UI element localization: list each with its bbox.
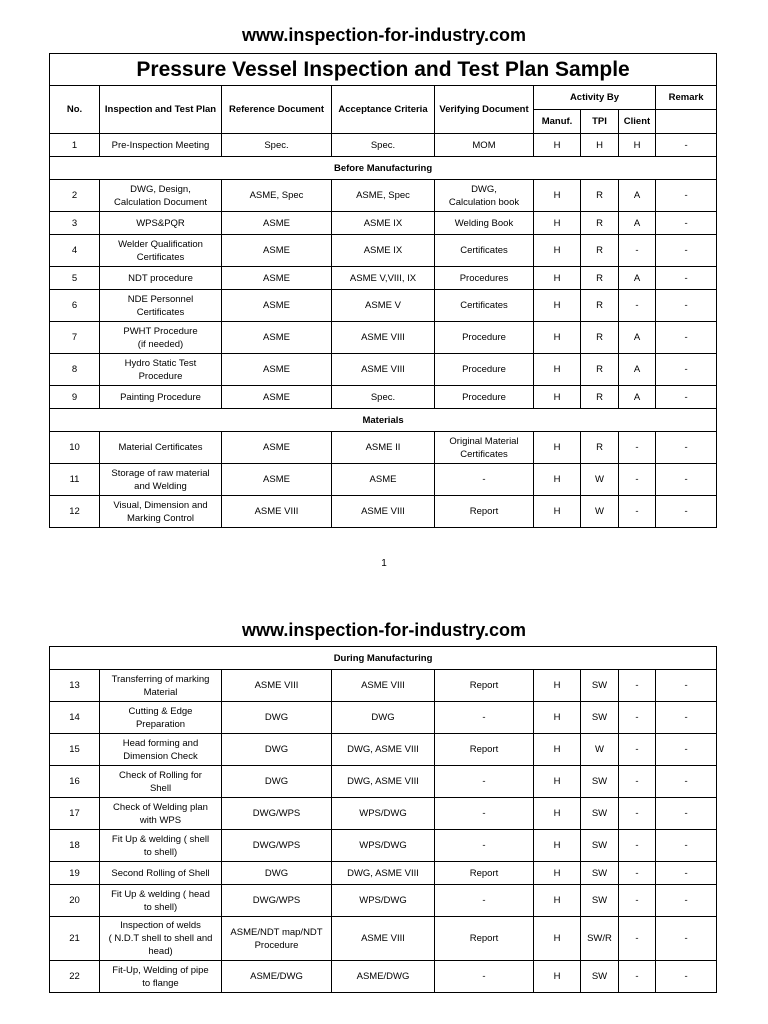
- cell-remark: -: [656, 961, 717, 993]
- cell-acceptance-criteria: ASME, Spec: [332, 180, 435, 212]
- cell-acceptance-criteria: ASME VIII: [332, 670, 435, 702]
- section-row: [50, 647, 717, 670]
- itp-table-page-1: [49, 53, 717, 528]
- section-label: Before Manufacturing: [50, 157, 717, 180]
- cell-inspection-plan: Check of Rolling for Shell: [100, 766, 222, 798]
- cell-inspection-plan: Welder Qualification Certificates: [100, 235, 222, 267]
- cell-acceptance-criteria: ASME VIII: [332, 917, 435, 961]
- cell-acceptance-criteria: Spec.: [332, 134, 435, 157]
- cell-verifying-document: Report: [435, 496, 534, 528]
- header-remark: Remark: [656, 86, 717, 110]
- cell-acceptance-criteria: ASME IX: [332, 212, 435, 235]
- cell-client: -: [619, 830, 656, 862]
- cell-no: 20: [50, 885, 100, 917]
- cell-remark: -: [656, 917, 717, 961]
- cell-reference-document: DWG: [222, 766, 332, 798]
- cell-manuf: H: [534, 354, 581, 386]
- cell-manuf: H: [534, 670, 581, 702]
- section-row: [50, 157, 717, 180]
- cell-manuf: H: [534, 267, 581, 290]
- site-header-page-1: www.inspection-for-industry.com: [241, 25, 526, 45]
- cell-verifying-document: Report: [435, 734, 534, 766]
- section-row: [50, 409, 717, 432]
- cell-client: A: [619, 386, 656, 409]
- table-row: [50, 496, 717, 528]
- table-row: [50, 180, 717, 212]
- cell-remark: -: [656, 134, 717, 157]
- cell-manuf: H: [534, 702, 581, 734]
- table-row: [50, 961, 717, 993]
- cell-tpi: SW: [581, 798, 619, 830]
- cell-tpi: W: [581, 464, 619, 496]
- table-row: [50, 734, 717, 766]
- cell-no: 17: [50, 798, 100, 830]
- header-acceptance-criteria: Acceptance Criteria: [332, 86, 435, 134]
- cell-verifying-document: Procedures: [435, 267, 534, 290]
- cell-reference-document: ASME, Spec: [222, 180, 332, 212]
- cell-no: 3: [50, 212, 100, 235]
- cell-remark: -: [656, 212, 717, 235]
- cell-client: -: [619, 917, 656, 961]
- cell-manuf: H: [534, 917, 581, 961]
- cell-verifying-document: Certificates: [435, 235, 534, 267]
- header-remark-sub: [656, 110, 717, 134]
- cell-manuf: H: [534, 290, 581, 322]
- cell-reference-document: ASME: [222, 235, 332, 267]
- cell-inspection-plan: Check of Welding plan with WPS: [100, 798, 222, 830]
- cell-remark: -: [656, 235, 717, 267]
- cell-no: 9: [50, 386, 100, 409]
- cell-reference-document: DWG: [222, 862, 332, 885]
- cell-reference-document: Spec.: [222, 134, 332, 157]
- cell-acceptance-criteria: ASME: [332, 464, 435, 496]
- header-client: Client: [619, 110, 656, 134]
- cell-manuf: H: [534, 212, 581, 235]
- cell-inspection-plan: Material Certificates: [100, 432, 222, 464]
- cell-no: 1: [50, 134, 100, 157]
- document-title: Pressure Vessel Inspection and Test Plan Sample: [50, 54, 717, 86]
- cell-manuf: H: [534, 180, 581, 212]
- cell-acceptance-criteria: ASME V,VIII, IX: [332, 267, 435, 290]
- header-reference-document: Reference Document: [222, 86, 332, 134]
- cell-remark: -: [656, 830, 717, 862]
- cell-inspection-plan: Storage of raw material and Welding: [100, 464, 222, 496]
- cell-inspection-plan: PWHT Procedure (if needed): [100, 322, 222, 354]
- section-label: During Manufacturing: [50, 647, 717, 670]
- cell-client: -: [619, 766, 656, 798]
- cell-tpi: SW: [581, 862, 619, 885]
- cell-reference-document: ASME: [222, 432, 332, 464]
- cell-reference-document: ASME: [222, 322, 332, 354]
- cell-client: -: [619, 670, 656, 702]
- cell-verifying-document: -: [435, 702, 534, 734]
- table-row: [50, 432, 717, 464]
- cell-inspection-plan: Painting Procedure: [100, 386, 222, 409]
- cell-verifying-document: Procedure: [435, 322, 534, 354]
- table-row: [50, 670, 717, 702]
- cell-inspection-plan: NDT procedure: [100, 267, 222, 290]
- cell-verifying-document: Report: [435, 862, 534, 885]
- cell-remark: -: [656, 432, 717, 464]
- cell-remark: -: [656, 496, 717, 528]
- cell-verifying-document: -: [435, 798, 534, 830]
- table-row: [50, 134, 717, 157]
- cell-acceptance-criteria: ASME VIII: [332, 496, 435, 528]
- cell-inspection-plan: Inspection of welds ( N.D.T shell to shell and head): [100, 917, 222, 961]
- cell-inspection-plan: Pre-Inspection Meeting: [100, 134, 222, 157]
- cell-remark: -: [656, 180, 717, 212]
- cell-verifying-document: Report: [435, 917, 534, 961]
- cell-remark: -: [656, 702, 717, 734]
- cell-acceptance-criteria: ASME II: [332, 432, 435, 464]
- table-row: [50, 830, 717, 862]
- cell-acceptance-criteria: DWG: [332, 702, 435, 734]
- cell-manuf: H: [534, 134, 581, 157]
- cell-reference-document: ASME VIII: [222, 496, 332, 528]
- cell-tpi: R: [581, 212, 619, 235]
- cell-acceptance-criteria: WPS/DWG: [332, 830, 435, 862]
- table-row: [50, 798, 717, 830]
- cell-tpi: R: [581, 235, 619, 267]
- cell-no: 21: [50, 917, 100, 961]
- cell-remark: -: [656, 354, 717, 386]
- cell-client: -: [619, 702, 656, 734]
- cell-verifying-document: Procedure: [435, 386, 534, 409]
- cell-reference-document: ASME VIII: [222, 670, 332, 702]
- cell-inspection-plan: Fit-Up, Welding of pipe to flange: [100, 961, 222, 993]
- table-row: [50, 354, 717, 386]
- cell-verifying-document: -: [435, 464, 534, 496]
- cell-manuf: H: [534, 464, 581, 496]
- cell-client: -: [619, 734, 656, 766]
- cell-no: 10: [50, 432, 100, 464]
- cell-tpi: R: [581, 432, 619, 464]
- cell-inspection-plan: Visual, Dimension and Marking Control: [100, 496, 222, 528]
- cell-reference-document: ASME: [222, 267, 332, 290]
- cell-reference-document: DWG: [222, 734, 332, 766]
- cell-verifying-document: -: [435, 830, 534, 862]
- cell-no: 7: [50, 322, 100, 354]
- cell-client: A: [619, 212, 656, 235]
- header-inspection-plan: Inspection and Test Plan: [100, 86, 222, 134]
- cell-remark: -: [656, 290, 717, 322]
- cell-acceptance-criteria: ASME VIII: [332, 354, 435, 386]
- cell-reference-document: ASME/NDT map/NDT Procedure: [222, 917, 332, 961]
- page-number: 1: [381, 558, 387, 569]
- cell-verifying-document: -: [435, 766, 534, 798]
- table-row: [50, 885, 717, 917]
- cell-client: -: [619, 961, 656, 993]
- cell-no: 15: [50, 734, 100, 766]
- cell-inspection-plan: Fit Up & welding ( head to shell): [100, 885, 222, 917]
- cell-manuf: H: [534, 322, 581, 354]
- cell-inspection-plan: Fit Up & welding ( shell to shell): [100, 830, 222, 862]
- cell-remark: -: [656, 386, 717, 409]
- cell-remark: -: [656, 322, 717, 354]
- cell-no: 5: [50, 267, 100, 290]
- cell-verifying-document: -: [435, 885, 534, 917]
- cell-inspection-plan: Cutting & Edge Preparation: [100, 702, 222, 734]
- cell-manuf: H: [534, 432, 581, 464]
- cell-inspection-plan: Transferring of marking Material: [100, 670, 222, 702]
- cell-reference-document: DWG: [222, 702, 332, 734]
- table-row: [50, 235, 717, 267]
- cell-tpi: SW: [581, 670, 619, 702]
- cell-client: A: [619, 267, 656, 290]
- table-row: [50, 386, 717, 409]
- cell-client: -: [619, 464, 656, 496]
- cell-verifying-document: Certificates: [435, 290, 534, 322]
- cell-acceptance-criteria: WPS/DWG: [332, 885, 435, 917]
- itp-table-page-2: [49, 646, 717, 993]
- cell-tpi: R: [581, 354, 619, 386]
- cell-manuf: H: [534, 386, 581, 409]
- cell-client: H: [619, 134, 656, 157]
- table-row: [50, 322, 717, 354]
- header-verifying-document: Verifying Document: [435, 86, 534, 134]
- cell-manuf: H: [534, 830, 581, 862]
- cell-tpi: R: [581, 267, 619, 290]
- cell-no: 11: [50, 464, 100, 496]
- cell-verifying-document: Procedure: [435, 354, 534, 386]
- table-row: [50, 267, 717, 290]
- table-row: [50, 862, 717, 885]
- cell-no: 18: [50, 830, 100, 862]
- cell-acceptance-criteria: WPS/DWG: [332, 798, 435, 830]
- cell-client: -: [619, 235, 656, 267]
- cell-manuf: H: [534, 862, 581, 885]
- cell-acceptance-criteria: DWG, ASME VIII: [332, 862, 435, 885]
- cell-client: -: [619, 862, 656, 885]
- table-row: [50, 464, 717, 496]
- cell-client: -: [619, 290, 656, 322]
- cell-reference-document: ASME: [222, 290, 332, 322]
- cell-no: 12: [50, 496, 100, 528]
- table-row: [50, 212, 717, 235]
- cell-verifying-document: Welding Book: [435, 212, 534, 235]
- cell-remark: -: [656, 670, 717, 702]
- cell-tpi: H: [581, 134, 619, 157]
- cell-client: -: [619, 432, 656, 464]
- cell-no: 6: [50, 290, 100, 322]
- cell-no: 13: [50, 670, 100, 702]
- cell-remark: -: [656, 798, 717, 830]
- cell-manuf: H: [534, 734, 581, 766]
- cell-verifying-document: Original Material Certificates: [435, 432, 534, 464]
- header-manuf: Manuf.: [534, 110, 581, 134]
- cell-no: 16: [50, 766, 100, 798]
- cell-reference-document: ASME: [222, 212, 332, 235]
- cell-inspection-plan: Hydro Static Test Procedure: [100, 354, 222, 386]
- cell-tpi: SW: [581, 961, 619, 993]
- cell-remark: -: [656, 734, 717, 766]
- cell-client: -: [619, 496, 656, 528]
- cell-client: -: [619, 798, 656, 830]
- cell-tpi: SW: [581, 830, 619, 862]
- cell-verifying-document: MOM: [435, 134, 534, 157]
- cell-verifying-document: -: [435, 961, 534, 993]
- cell-acceptance-criteria: ASME IX: [332, 235, 435, 267]
- cell-tpi: W: [581, 496, 619, 528]
- cell-manuf: H: [534, 798, 581, 830]
- cell-no: 2: [50, 180, 100, 212]
- cell-reference-document: ASME: [222, 354, 332, 386]
- site-header-page-2: www.inspection-for-industry.com: [241, 620, 526, 640]
- cell-inspection-plan: NDE Personnel Certificates: [100, 290, 222, 322]
- cell-verifying-document: Report: [435, 670, 534, 702]
- cell-client: -: [619, 885, 656, 917]
- cell-no: 19: [50, 862, 100, 885]
- cell-tpi: SW: [581, 702, 619, 734]
- table-row: [50, 290, 717, 322]
- cell-tpi: SW/R: [581, 917, 619, 961]
- cell-reference-document: ASME: [222, 386, 332, 409]
- cell-acceptance-criteria: Spec.: [332, 386, 435, 409]
- cell-manuf: H: [534, 961, 581, 993]
- cell-manuf: H: [534, 766, 581, 798]
- cell-inspection-plan: Second Rolling of Shell: [100, 862, 222, 885]
- cell-acceptance-criteria: ASME VIII: [332, 322, 435, 354]
- cell-manuf: H: [534, 496, 581, 528]
- cell-reference-document: DWG/WPS: [222, 885, 332, 917]
- cell-reference-document: DWG/WPS: [222, 798, 332, 830]
- cell-manuf: H: [534, 885, 581, 917]
- cell-no: 8: [50, 354, 100, 386]
- table-row: [50, 766, 717, 798]
- cell-acceptance-criteria: DWG, ASME VIII: [332, 766, 435, 798]
- cell-tpi: R: [581, 322, 619, 354]
- cell-inspection-plan: DWG, Design, Calculation Document: [100, 180, 222, 212]
- cell-tpi: R: [581, 180, 619, 212]
- header-activity-by: Activity By: [534, 86, 656, 110]
- cell-reference-document: ASME/DWG: [222, 961, 332, 993]
- cell-inspection-plan: Head forming and Dimension Check: [100, 734, 222, 766]
- cell-tpi: R: [581, 386, 619, 409]
- cell-inspection-plan: WPS&PQR: [100, 212, 222, 235]
- cell-client: A: [619, 354, 656, 386]
- cell-no: 14: [50, 702, 100, 734]
- cell-tpi: SW: [581, 766, 619, 798]
- cell-remark: -: [656, 885, 717, 917]
- section-label: Materials: [50, 409, 717, 432]
- cell-tpi: SW: [581, 885, 619, 917]
- cell-acceptance-criteria: DWG, ASME VIII: [332, 734, 435, 766]
- cell-client: A: [619, 322, 656, 354]
- cell-acceptance-criteria: ASME V: [332, 290, 435, 322]
- cell-remark: -: [656, 766, 717, 798]
- header-no: No.: [50, 86, 100, 134]
- cell-tpi: R: [581, 290, 619, 322]
- cell-acceptance-criteria: ASME/DWG: [332, 961, 435, 993]
- header-tpi: TPI: [581, 110, 619, 134]
- cell-remark: -: [656, 267, 717, 290]
- cell-reference-document: DWG/WPS: [222, 830, 332, 862]
- cell-remark: -: [656, 464, 717, 496]
- cell-verifying-document: DWG, Calculation book: [435, 180, 534, 212]
- cell-reference-document: ASME: [222, 464, 332, 496]
- cell-remark: -: [656, 862, 717, 885]
- table-row: [50, 917, 717, 961]
- table-row: [50, 702, 717, 734]
- cell-no: 22: [50, 961, 100, 993]
- cell-no: 4: [50, 235, 100, 267]
- cell-tpi: W: [581, 734, 619, 766]
- cell-manuf: H: [534, 235, 581, 267]
- cell-client: A: [619, 180, 656, 212]
